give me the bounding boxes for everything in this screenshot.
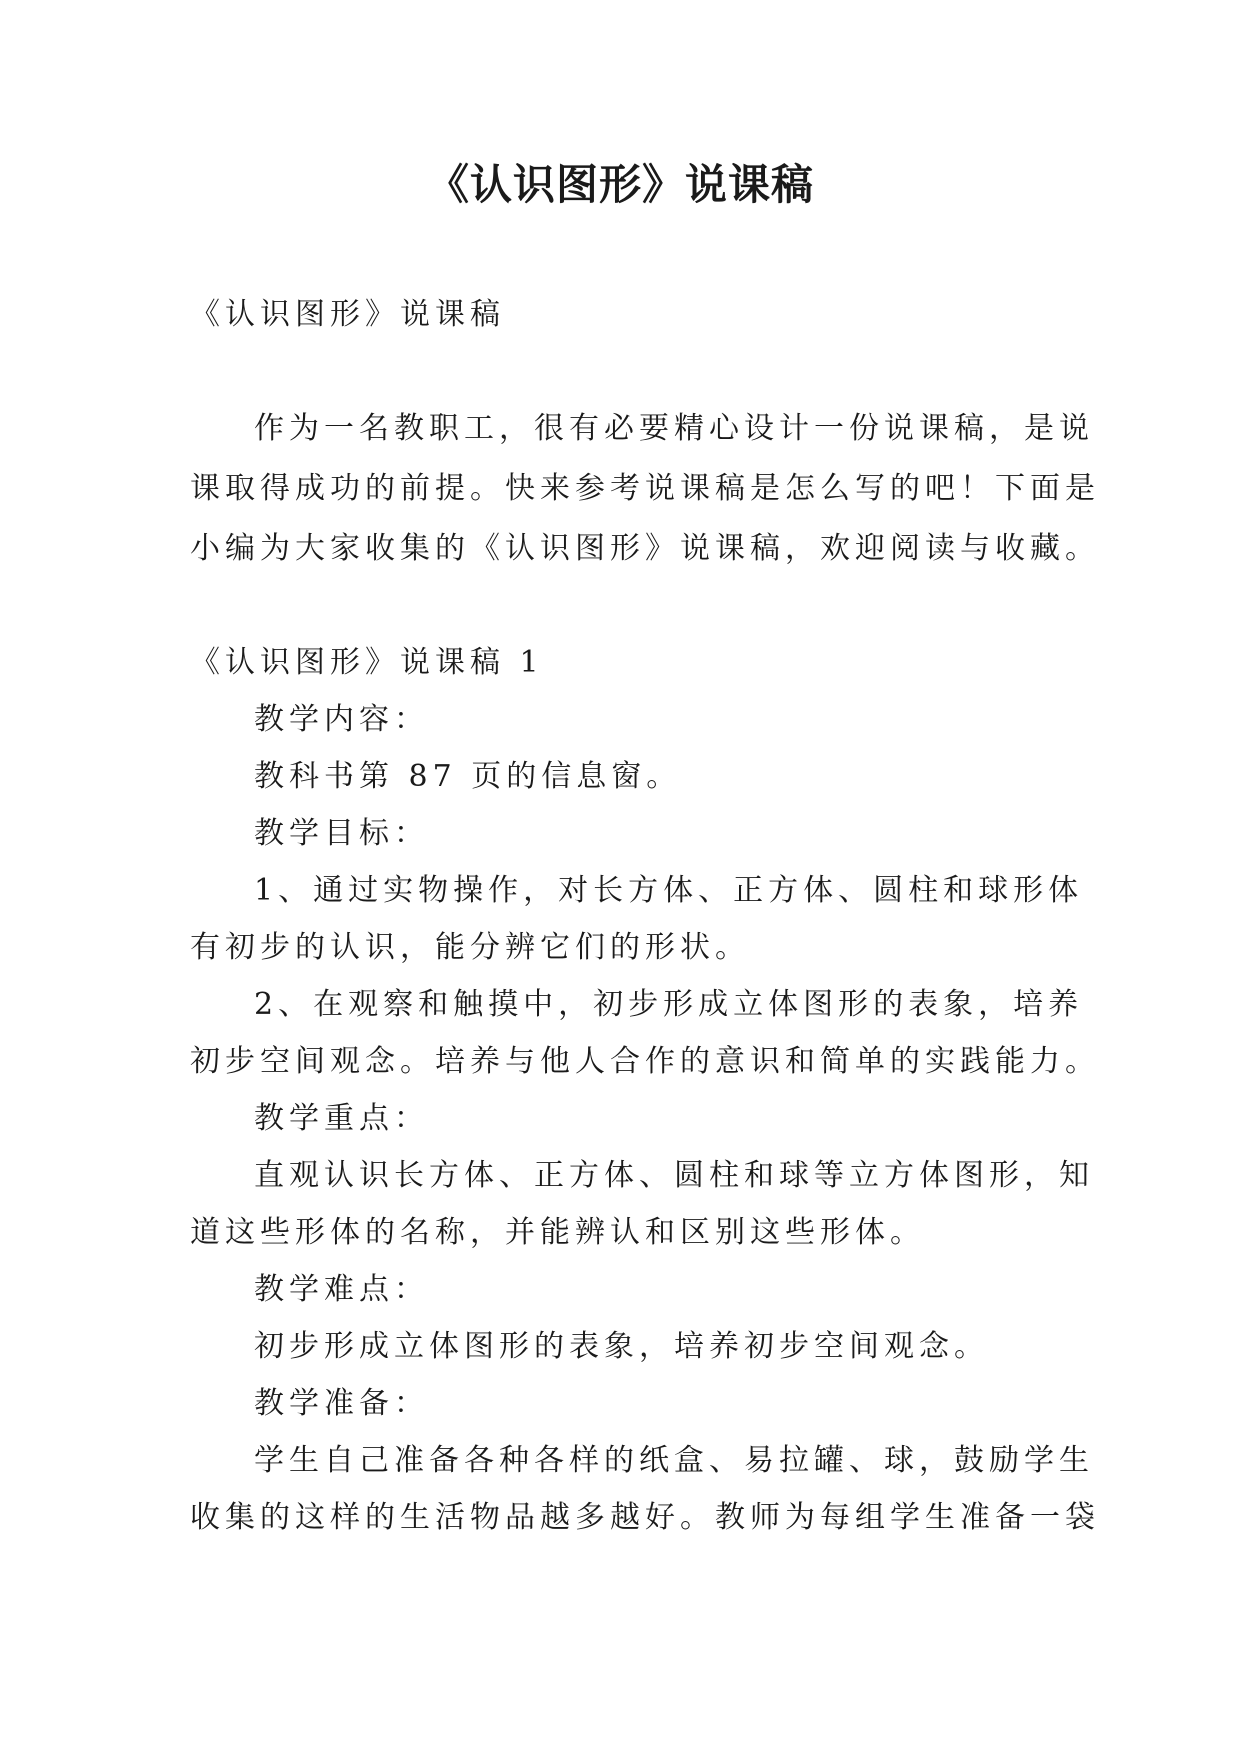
body-line: 教学重点： [254,1101,429,1136]
intro-line: 小编为大家收集的《认识图形》说课稿，欢迎阅读与收藏。 [190,531,1100,566]
body-line: 2、在观察和触摸中，初步形成立体图形的表象，培养 [254,987,1084,1022]
body-line: 有初步的认识，能分辨它们的形状。 [190,930,750,965]
intro-line: 作为一名教职工，很有必要精心设计一份说课稿，是说 [254,411,1094,446]
section-heading: 《认识图形》说课稿 1 [190,645,544,680]
body-line: 学生自己准备各种各样的纸盒、易拉罐、球，鼓励学生 [254,1443,1094,1478]
body-line: 收集的这样的生活物品越多越好。教师为每组学生准备一袋 [190,1500,1100,1535]
intro-line: 课取得成功的前提。快来参考说课稿是怎么写的吧！下面是 [190,471,1100,506]
body-line: 初步空间观念。培养与他人合作的意识和简单的实践能力。 [190,1044,1100,1079]
body-line: 初步形成立体图形的表象，培养初步空间观念。 [254,1329,989,1364]
body-line: 教学内容： [254,702,429,737]
body-line: 教学难点： [254,1272,429,1307]
document-subtitle: 《认识图形》说课稿 [190,297,505,332]
body-line: 教学目标： [254,816,429,851]
body-line: 教科书第 87 页的信息窗。 [254,759,682,794]
document-title: 《认识图形》说课稿 [426,160,814,209]
body-line: 直观认识长方体、正方体、圆柱和球等立方体图形，知 [254,1158,1094,1193]
body-line: 1、通过实物操作，对长方体、正方体、圆柱和球形体 [254,873,1084,908]
body-line: 教学准备： [254,1386,429,1421]
body-line: 道这些形体的名称，并能辨认和区别这些形体。 [190,1215,925,1250]
